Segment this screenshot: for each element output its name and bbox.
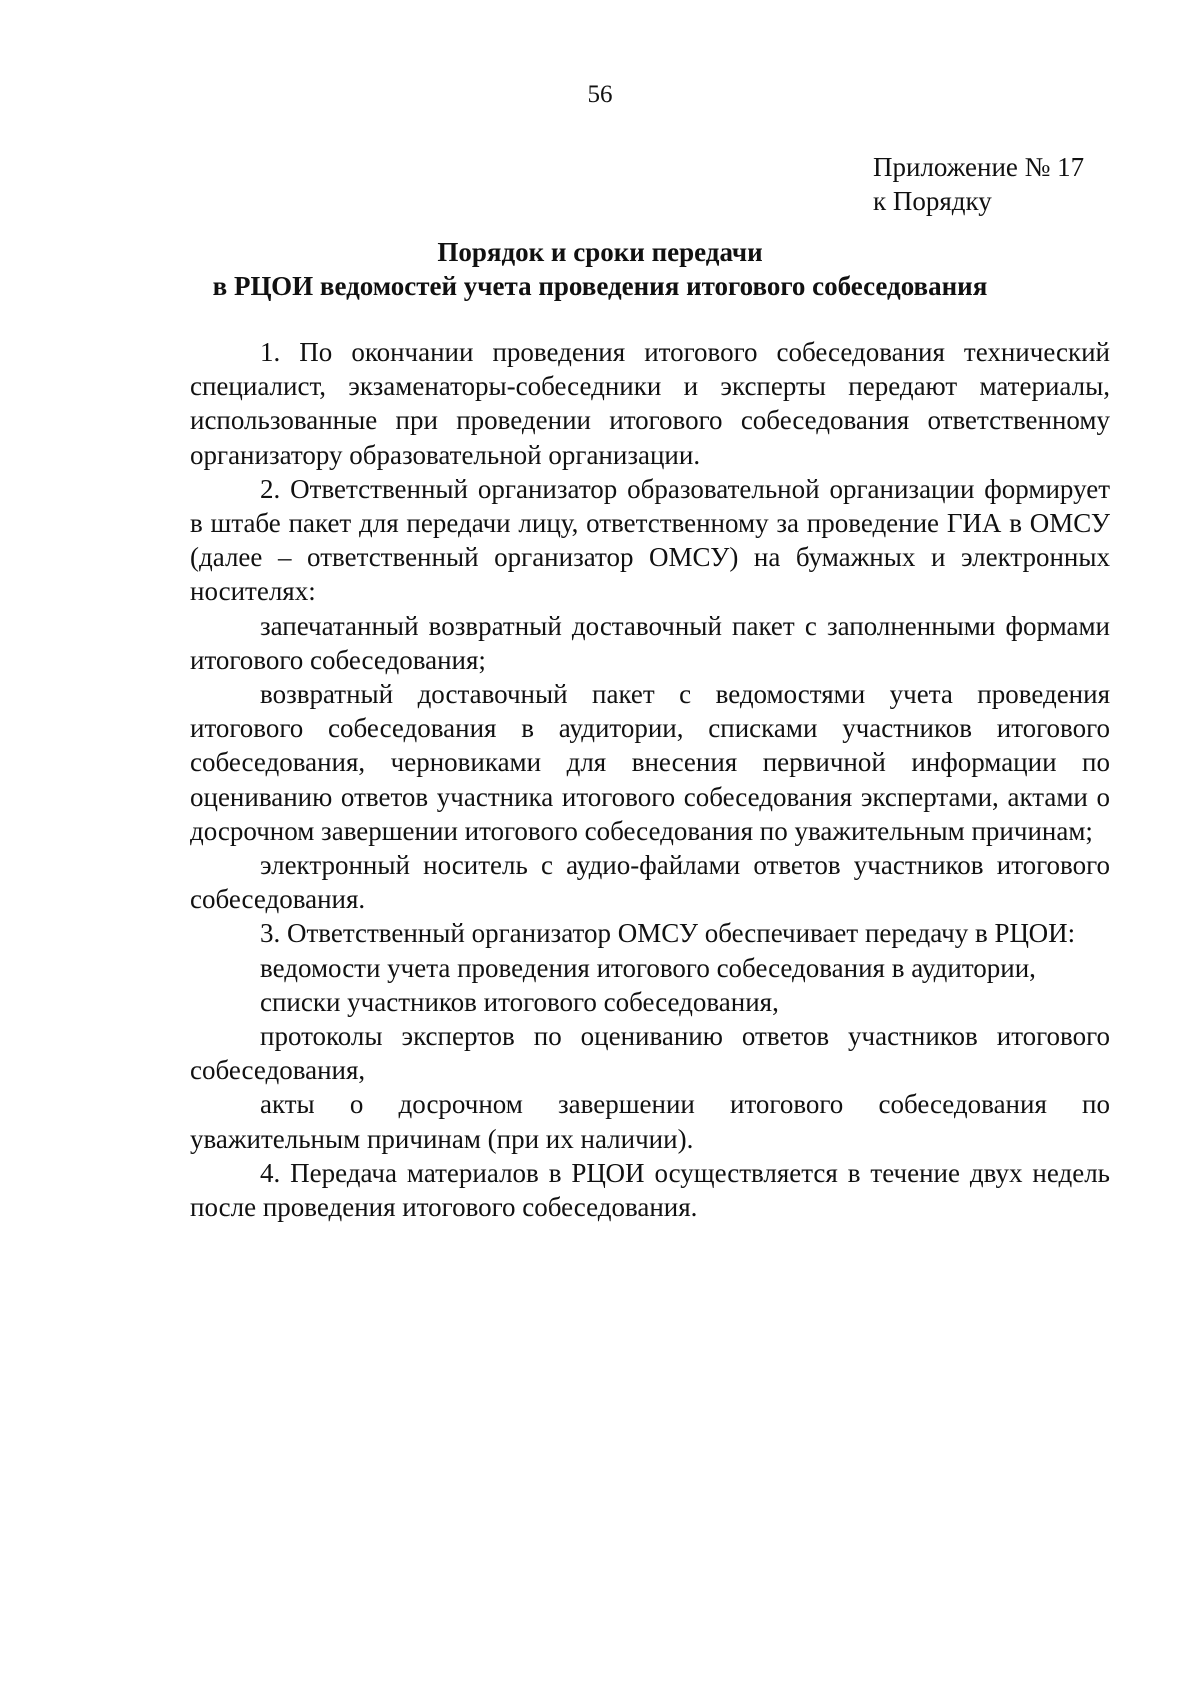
body-paragraph: 2. Ответственный организатор образовательной организации формирует в штабе пакет для передачи лицу, ответственному за проведение ГИА в ОМСУ (далее – ответственный организатор ОМСУ) на бумажных и электронных носителях: — [190, 473, 1110, 607]
body-paragraph: возвратный доставочный пакет с ведомостями учета проведения итогового собеседования в аудитории, списками участников итогового собеседования, черновиками для внесения первичной информации по оцениванию ответов участника итогового собеседования экспертами, актами о досрочном завершении итогового собеседования по уважительным причинам; — [190, 679, 1110, 846]
document-title — [0, 235, 1200, 303]
title-line-1: Порядок и сроки передачи — [437, 237, 763, 267]
body-paragraph: списки участников итогового собеседования, — [260, 986, 779, 1017]
body-paragraph: 4. Передача материалов в РЦОИ осуществляется в течение двух недель после проведения итогового собеседования. — [190, 1157, 1110, 1223]
body-paragraph: электронный носитель с аудио-файлами ответов участников итогового собеседования. — [190, 850, 1110, 915]
appendix-reference — [873, 150, 1084, 218]
body-paragraph: 1. По окончании проведения итогового собеседования технический специалист, экзаменаторы-собеседники и эксперты передают материалы, использованные при проведении итогового собеседования ответственному организатору образовательной организации. — [190, 337, 1110, 470]
body-paragraph: акты о досрочном завершении итогового собеседования по уважительным причинам (при их наличии). — [190, 1089, 1110, 1154]
body-paragraph: ведомости учета проведения итогового собеседования в аудитории, — [260, 952, 1036, 983]
appendix-number: Приложение № 17 — [873, 152, 1085, 182]
document-body — [190, 335, 1110, 1224]
appendix-to-order: к Порядку — [873, 186, 992, 216]
body-paragraph: протоколы экспертов по оцениванию ответов участников итогового собеседования, — [190, 1021, 1110, 1086]
body-paragraph: запечатанный возвратный доставочный пакет с заполненными формами итогового собеседования; — [190, 610, 1110, 675]
title-line-2: в РЦОИ ведомостей учета проведения итогового собеседования — [212, 271, 988, 301]
page-number: 56 — [587, 81, 613, 108]
body-paragraph: 3. Ответственный организатор ОМСУ обеспечивает передачу в РЦОИ: — [260, 918, 1076, 949]
